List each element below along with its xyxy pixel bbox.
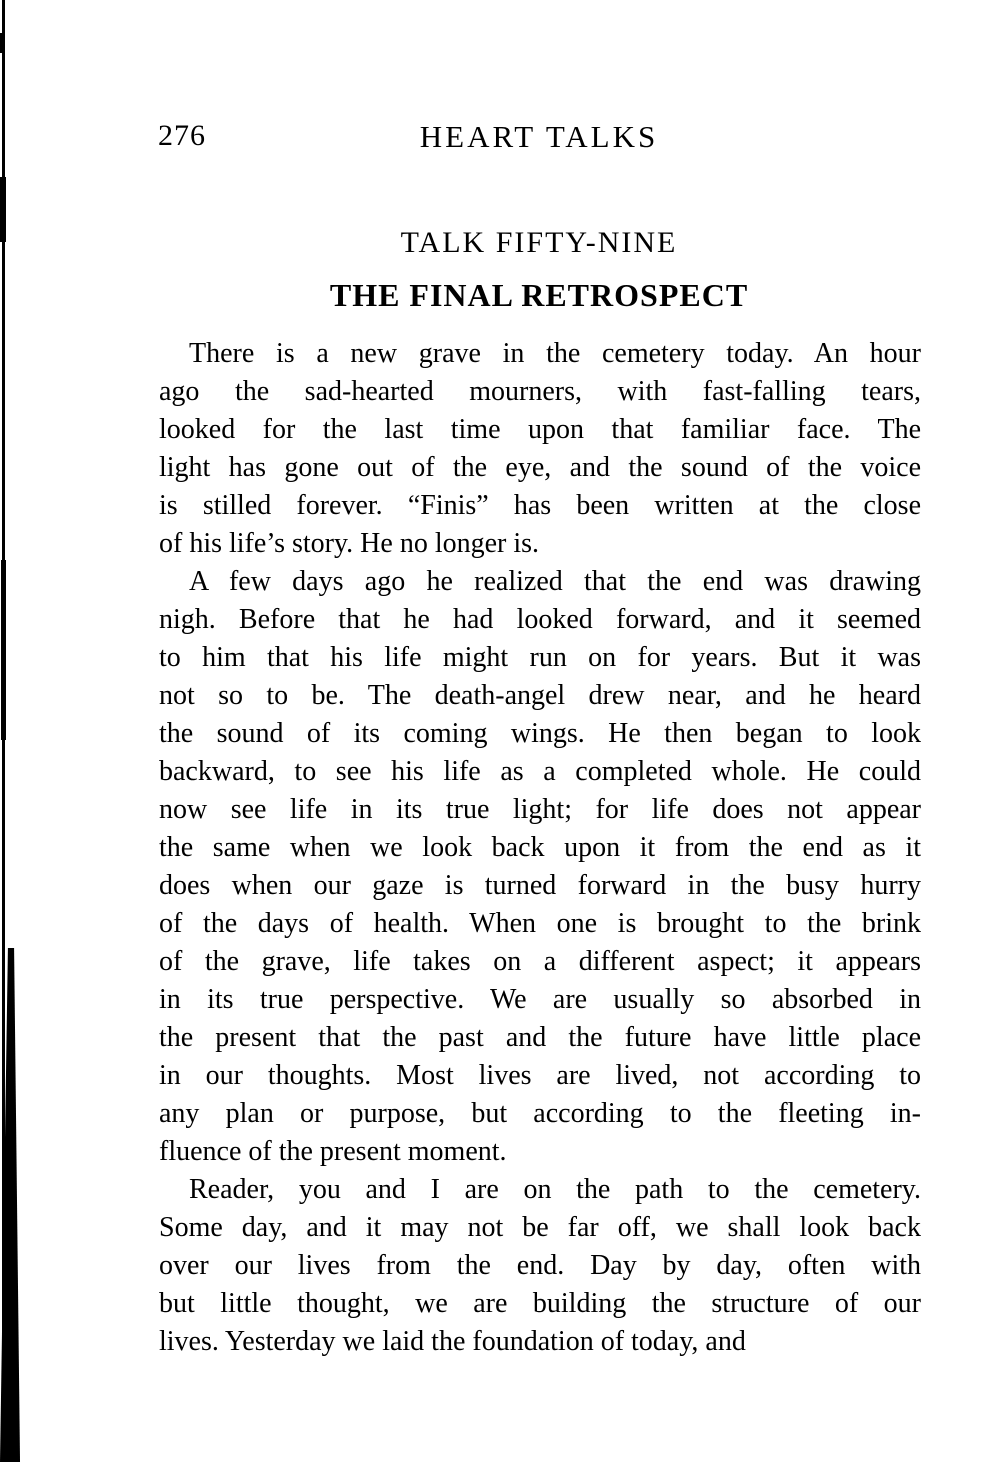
- text-line: is stilled forever. “Finis” has been written at the close: [159, 490, 921, 521]
- text-line: of the days of health. When one is brought to the brink: [159, 908, 921, 939]
- scan-artifact-blob: [1, 560, 6, 740]
- text-line: but little thought, we are building the structure of our: [159, 1288, 921, 1319]
- text-line: in our thoughts. Most lives are lived, not according to: [159, 1060, 921, 1091]
- text-line: not so to be. The death-angel drew near, and he heard: [159, 680, 921, 711]
- text-line: of the grave, life takes on a different aspect; it appears: [159, 946, 921, 977]
- scan-artifact-blob: [0, 33, 5, 53]
- page-number: 276: [158, 119, 206, 152]
- chapter-title: THE FINAL RETROSPECT: [329, 277, 749, 313]
- text-line: looked for the last time upon that familiar face. The: [159, 414, 921, 445]
- text-line: over our lives from the end. Day by day, often with: [159, 1250, 921, 1281]
- text-line: in its true perspective. We are usually so absorbed in: [159, 984, 921, 1015]
- paragraph-1: [159, 335, 921, 563]
- page-header: [158, 119, 920, 159]
- body-text: [159, 335, 921, 1361]
- text-line: the present that the past and the future have little place: [159, 1022, 921, 1053]
- text-line: the same when we look back upon it from the end as it: [159, 832, 921, 863]
- paragraph-2: [159, 563, 921, 1171]
- text-line: now see life in its true light; for life does not appear: [159, 794, 921, 825]
- text-line: nigh. Before that he had looked forward, and it seemed: [159, 604, 921, 635]
- text-line: Reader, you and I are on the path to the cemetery.: [189, 1174, 921, 1205]
- text-line: A few days ago he realized that the end was drawing: [189, 566, 921, 597]
- text-line: does when our gaze is turned forward in the busy hurry: [159, 870, 921, 901]
- talk-number-heading: TALK FIFTY-NINE: [400, 226, 678, 259]
- running-header: HEART TALKS: [419, 119, 659, 154]
- text-line: light has gone out of the eye, and the sound of the voice: [159, 452, 921, 483]
- text-line: There is a new grave in the cemetery today. An hour: [189, 338, 921, 369]
- scan-artifact-blob: [0, 177, 6, 242]
- text-line: backward, to see his life as a completed whole. He could: [159, 756, 921, 787]
- text-line: ago the sad-hearted mourners, with fast-falling tears,: [159, 376, 921, 407]
- text-line: any plan or purpose, but according to the fleeting in-: [159, 1098, 921, 1129]
- text-line: lives. Yesterday we laid the foundation of today, and: [159, 1326, 746, 1357]
- text-line: Some day, and it may not be far off, we shall look back: [159, 1212, 921, 1243]
- text-line: fluence of the present moment.: [159, 1136, 507, 1167]
- paragraph-3: [159, 1171, 921, 1361]
- text-line: of his life’s story. He no longer is.: [159, 528, 540, 559]
- text-line: to him that his life might run on for years. But it was: [159, 642, 921, 673]
- text-line: the sound of its coming wings. He then began to look: [159, 718, 921, 749]
